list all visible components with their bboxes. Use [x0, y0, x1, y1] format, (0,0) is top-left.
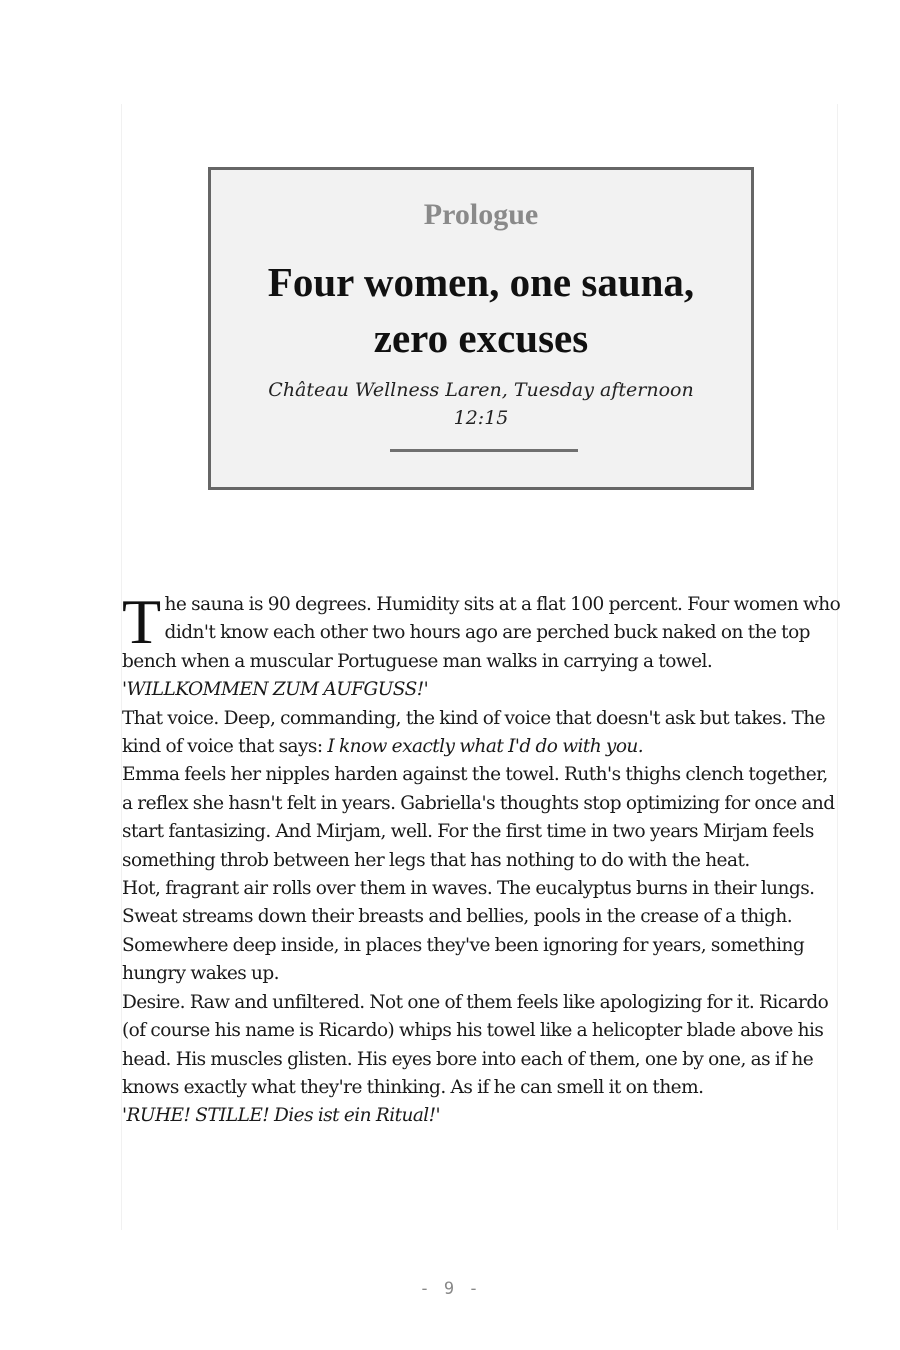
paragraph-4: Emma feels her nipples harden against the towel. Ruth's thighs clench together, a reflex she hasn't felt in years. Gabriella's thoughts stop optimizing for once and start fantasizing. And Mirjam, well. For the first time in two years Mirjam feels something throb between her legs that has nothing to do with the heat.	[122, 764, 835, 871]
chapter-setting: Château Wellness Laren, Tuesday afternoon 12:15	[268, 379, 694, 429]
paragraph-5: Hot, fragrant air rolls over them in waves. The eucalyptus burns in their lungs. Sweat streams down their breasts and bellies, pools in the crease of a thigh. Somewhere deep inside, in places they've been ignoring for years, something hungry wakes up.	[122, 878, 815, 985]
page-number: - 9 -	[419, 1279, 481, 1299]
paragraph-3	[122, 705, 842, 762]
paragraph-6: Desire. Raw and unfiltered. Not one of them feels like apologizing for it. Ricardo (of course his name is Ricardo) whips his towel like a helicopter blade above his head. His muscles glisten. His eyes bore into each of them, one by one, as if he knows exactly what they're thinking. As if he can smell it on them.	[122, 991, 829, 1098]
paragraph-7: 'RUHE! STILLE! Dies ist ein Ritual!'	[122, 1105, 441, 1127]
paragraph-2: 'WILLKOMMEN ZUM AUFGUSS!'	[122, 679, 429, 701]
chapter-heading-box	[208, 167, 754, 490]
drop-cap: T	[122, 586, 161, 657]
chapter-title: Four women, one sauna, zero excuses	[267, 259, 695, 361]
chapter-divider	[390, 449, 578, 452]
chapter-label: Prologue	[423, 198, 539, 231]
paragraph-1	[122, 586, 842, 676]
body-text	[122, 586, 842, 1131]
paragraph-3-italic: I know exactly what I'd do with you.	[327, 736, 644, 758]
paragraph-1-text: he sauna is 90 degrees. Humidity sits at a flat 100 percent. Four women who didn't know each other two hours ago are perched buck naked on the top bench when a muscular Portuguese man walks in carrying a towel.	[122, 594, 841, 672]
paragraph-3-text: That voice. Deep, commanding, the kind of voice that doesn't ask but takes. The kind of voice that says:	[122, 707, 826, 758]
